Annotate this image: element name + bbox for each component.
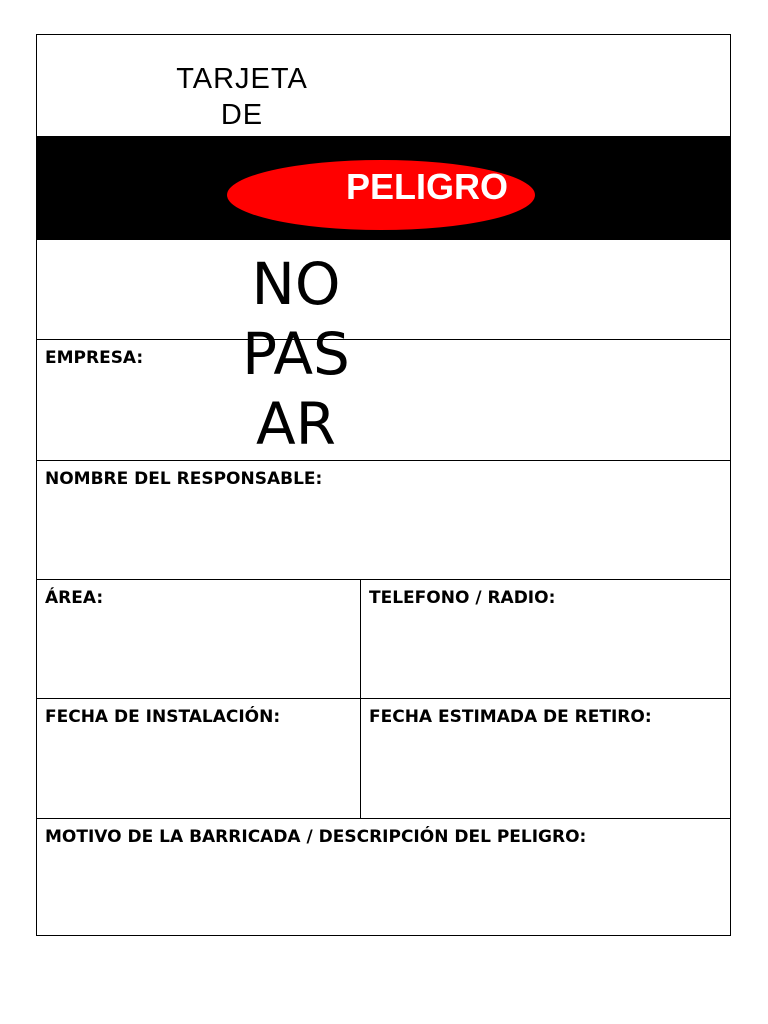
danger-band — [37, 136, 730, 239]
fecha-retiro-cell — [361, 699, 730, 818]
fecha-retiro-label: FECHA ESTIMADA DE RETIRO: — [369, 707, 652, 727]
area-telefono-row — [37, 579, 730, 698]
warning-line-3: AR — [256, 390, 336, 458]
empresa-label: EMPRESA: — [45, 348, 144, 368]
nombre-row — [37, 460, 730, 579]
fecha-instalacion-label: FECHA DE INSTALACIÓN: — [45, 707, 281, 727]
area-label: ÁREA: — [45, 588, 104, 608]
empresa-row — [37, 339, 730, 460]
telefono-cell — [361, 580, 730, 698]
tag-title — [157, 61, 327, 133]
warning-row — [37, 239, 730, 339]
danger-tag-card — [36, 34, 731, 936]
fecha-instalacion-cell — [37, 699, 361, 818]
title-line-2: DE — [220, 99, 264, 131]
warning-line-2: PAS — [242, 320, 350, 388]
title-line-1: TARJETA — [176, 63, 308, 95]
nombre-responsable-label: NOMBRE DEL RESPONSABLE: — [45, 469, 323, 489]
warning-line-1: NO — [251, 250, 341, 318]
danger-word: PELIGRO — [346, 166, 509, 207]
area-cell — [37, 580, 361, 698]
no-pasar-warning — [223, 249, 369, 459]
fechas-row — [37, 698, 730, 818]
motivo-row — [37, 818, 730, 935]
telefono-radio-label: TELEFONO / RADIO: — [369, 588, 556, 608]
motivo-label: MOTIVO DE LA BARRICADA / DESCRIPCIÓN DEL PELIGRO: — [45, 827, 587, 847]
title-row — [37, 35, 730, 136]
